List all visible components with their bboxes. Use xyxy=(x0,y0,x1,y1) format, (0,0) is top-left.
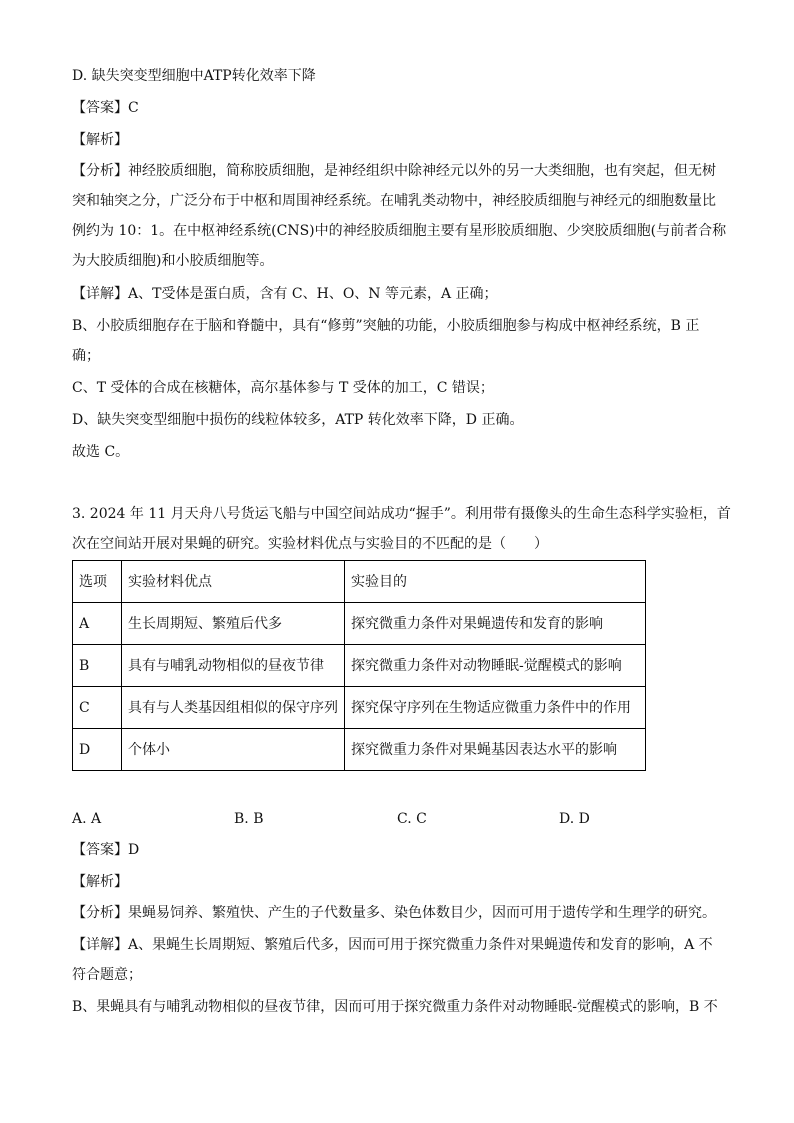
prev-answer xyxy=(72,98,139,118)
table-row xyxy=(73,603,646,645)
prev-option-d: D. 缺失突变型细胞中ATP转化效率下降 xyxy=(72,68,316,84)
xiangjie-tag: 【详解】 xyxy=(72,937,128,953)
table-row xyxy=(73,687,646,729)
prev-xiangjie-line-4: C、T 受体的合成在核糖体，高尔基体参与 T 受体的加工，C 错误； xyxy=(72,380,494,396)
table-cell: B xyxy=(73,645,122,687)
table-cell: 探究保守序列在生物适应微重力条件中的作用 xyxy=(345,687,646,729)
prev-fenxi-line-3: 例约为 10：1。在中枢神经系统(CNS)中的神经胶质细胞主要有星形胶质细胞、少突胶质细胞(与前者合称 xyxy=(72,223,727,239)
prev-fenxi-line-2: 突和轴突之分，广泛分布于中枢和周围神经系统。在哺乳类动物中，神经胶质细胞与神经元的细胞数量比 xyxy=(72,193,716,209)
prev-xiangjie-text-1: A、T受体是蛋白质，含有 C、H、O、N 等元素，A 正确； xyxy=(128,286,498,302)
answer-tag: 【答案】 xyxy=(72,842,128,858)
xiangjie-line-1 xyxy=(72,935,713,955)
analysis-heading: 【解析】 xyxy=(72,874,128,890)
table-cell: D xyxy=(73,729,122,771)
fenxi-line xyxy=(72,903,716,923)
option-c: C. C xyxy=(397,811,427,827)
prev-xiangjie-line-5: D、缺失突变型细胞中损伤的线粒体较多，ATP 转化效率下降，D 正确。 xyxy=(72,412,524,428)
option-b: B. B xyxy=(234,811,264,827)
table-cell: 具有与哺乳动物相似的昼夜节律 xyxy=(122,645,345,687)
prev-xiangjie-line-2: B、小胶质细胞存在于脑和脊髓中，具有“修剪”突触的功能，小胶质细胞参与构成中枢神经系统，B 正 xyxy=(72,318,700,334)
xiangjie-line-2: 符合题意； xyxy=(72,967,142,983)
table-cell: 具有与人类基因组相似的保守序列 xyxy=(122,687,345,729)
xiangjie-text-1: A、果蝇生长周期短、繁殖后代多，因而可用于探究微重力条件对果蝇遗传和发育的影响，A 不 xyxy=(128,937,713,953)
answer-value: D xyxy=(128,842,140,858)
table-cell: A xyxy=(73,603,122,645)
question-stem-line-2: 次在空间站开展对果蝇的研究。实验材料优点与实验目的不匹配的是（ ） xyxy=(72,536,548,552)
prev-analysis-heading: 【解析】 xyxy=(72,132,128,148)
fenxi-text: 果蝇易饲养、繁殖快、产生的子代数量多、染色体数目少，因而可用于遗传学和生理学的研究。 xyxy=(128,905,716,921)
option-a: A. A xyxy=(72,811,102,827)
table-row xyxy=(73,645,646,687)
xiangjie-line-3: B、果蝇具有与哺乳动物相似的昼夜节律，因而可用于探究微重力条件对动物睡眠-觉醒模式的影响，B 不 xyxy=(72,999,718,1015)
prev-fenxi-line-1 xyxy=(72,161,716,181)
table-cell: 探究微重力条件对动物睡眠-觉醒模式的影响 xyxy=(345,645,646,687)
table-cell: 生长周期短、繁殖后代多 xyxy=(122,603,345,645)
table-cell: C xyxy=(73,687,122,729)
table-header-row xyxy=(73,561,646,603)
prev-fenxi-tag: 【分析】 xyxy=(72,163,128,179)
prev-answer-tag: 【答案】 xyxy=(72,100,128,116)
prev-xiangjie-tag: 【详解】 xyxy=(72,286,128,302)
table-cell: 探究微重力条件对果蝇基因表达水平的影响 xyxy=(345,729,646,771)
prev-xiangjie-line-3: 确； xyxy=(72,348,100,364)
answer-options xyxy=(72,809,722,829)
answer xyxy=(72,840,139,860)
question-table xyxy=(72,560,646,771)
table-cell: 个体小 xyxy=(122,729,345,771)
option-d: D. D xyxy=(559,811,590,827)
table-header-cell: 实验材料优点 xyxy=(122,561,345,603)
prev-answer-value: C xyxy=(128,100,139,116)
question-stem-line-1: 3. 2024 年 11 月天舟八号货运飞船与中国空间站成功“握手”。利用带有摄像头的生命生态科学实验柜，首 xyxy=(72,506,731,522)
table-header-cell: 实验目的 xyxy=(345,561,646,603)
fenxi-tag: 【分析】 xyxy=(72,905,128,921)
table-header-cell: 选项 xyxy=(73,561,122,603)
table-cell: 探究微重力条件对果蝇遗传和发育的影响 xyxy=(345,603,646,645)
prev-conclusion: 故选 C。 xyxy=(72,444,130,460)
prev-fenxi-text-1: 神经胶质细胞，简称胶质细胞，是神经组织中除神经元以外的另一大类细胞，也有突起，但无树 xyxy=(128,163,716,179)
table-row xyxy=(73,729,646,771)
prev-xiangjie-line-1 xyxy=(72,284,498,304)
prev-fenxi-line-4: 为大胶质细胞)和小胶质细胞等。 xyxy=(72,253,274,269)
